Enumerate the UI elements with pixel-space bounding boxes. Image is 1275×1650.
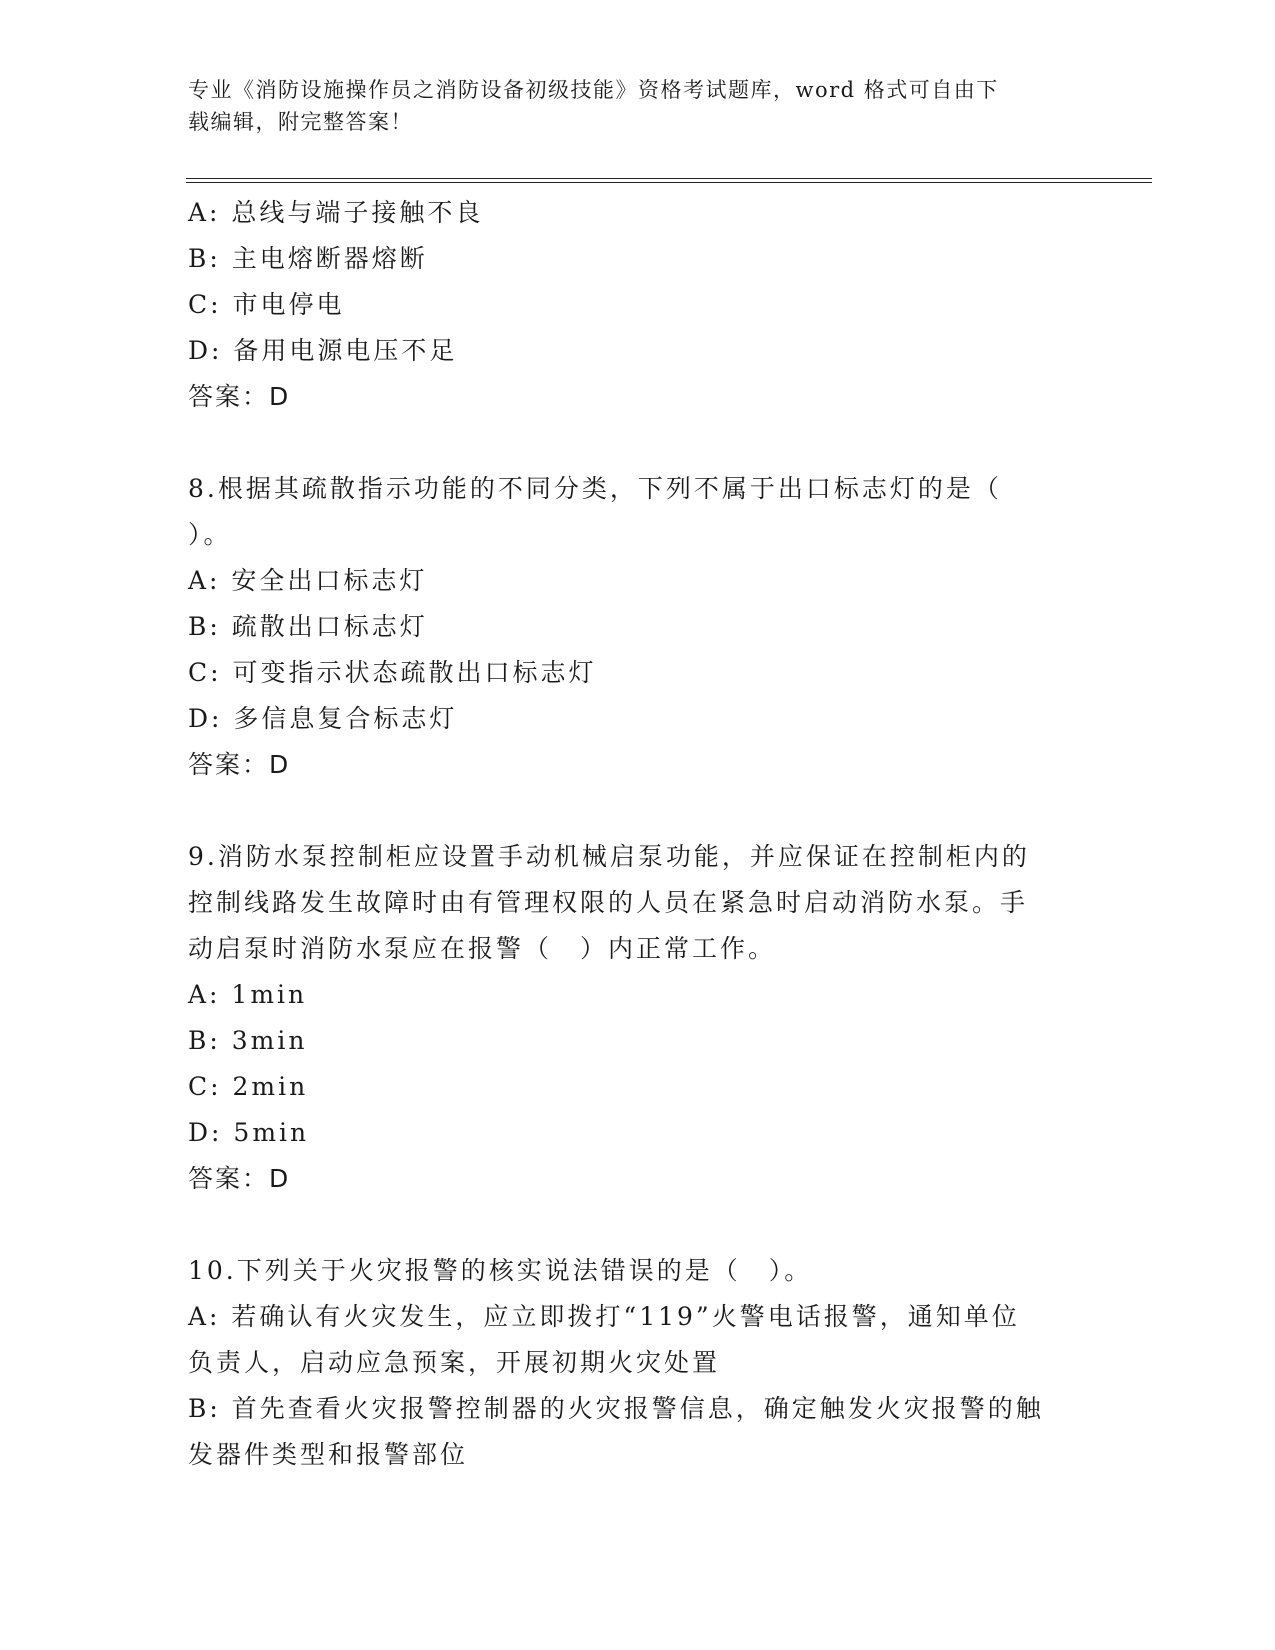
header-line-1: 专业《消防设施操作员之消防设备初级技能》资格考试题库，word 格式可自由下 — [188, 78, 999, 102]
option-a-line-2: 负责人，启动应急预案，开展初期火灾处置 — [188, 1348, 721, 1377]
question-text-line-1: 8.根据其疏散指示功能的不同分类，下列不属于出口标志灯的是（ — [188, 474, 1002, 503]
header-divider-top — [186, 178, 1152, 179]
option-d: D: 多信息复合标志灯 — [188, 704, 458, 733]
question-9 — [188, 834, 1068, 1202]
option-b-line-2: 发器件类型和报警部位 — [188, 1440, 469, 1469]
answer-label: 答案：D — [188, 750, 291, 779]
question-text-line-3: 动启泵时消防水泵应在报警（ ）内正常工作。 — [188, 934, 777, 963]
document-header — [188, 74, 1068, 138]
answer-label: 答案：D — [188, 382, 291, 411]
question-text-line-2: ）。 — [188, 520, 232, 549]
answer-label: 答案：D — [188, 1164, 291, 1193]
option-a: A: 安全出口标志灯 — [188, 566, 428, 595]
header-divider-bottom — [186, 182, 1152, 183]
option-a: A: 总线与端子接触不良 — [188, 198, 484, 227]
question-text-line-2: 控制线路发生故障时由有管理权限的人员在紧急时启动消防水泵。手 — [188, 888, 1029, 917]
option-a-line-1: A: 若确认有火灾发生，应立即拨打“119”火警电话报警，通知单位 — [188, 1302, 1020, 1331]
option-c: C: 可变指示状态疏散出口标志灯 — [188, 658, 597, 687]
question-text-line-1: 9.消防水泵控制柜应设置手动机械启泵功能，并应保证在控制柜内的 — [188, 842, 1030, 871]
option-d: D: 备用电源电压不足 — [188, 336, 458, 365]
question-7 — [188, 190, 1068, 420]
option-b: B: 疏散出口标志灯 — [188, 612, 428, 641]
option-c: C: 市电停电 — [188, 290, 345, 319]
option-d: D: 5min — [188, 1118, 310, 1147]
question-text-line-1: 10.下列关于火灾报警的核实说法错误的是（ ）。 — [188, 1256, 813, 1285]
option-a: A: 1min — [188, 980, 308, 1009]
question-list — [188, 190, 1068, 1478]
option-b: B: 主电熔断器熔断 — [188, 244, 428, 273]
question-8 — [188, 466, 1068, 788]
option-b: B: 3min — [188, 1026, 308, 1055]
question-10 — [188, 1248, 1068, 1478]
option-c: C: 2min — [188, 1072, 309, 1101]
option-b-line-1: B: 首先查看火灾报警控制器的火灾报警信息，确定触发火灾报警的触 — [188, 1394, 1044, 1423]
header-line-2: 载编辑，附完整答案！ — [188, 110, 413, 134]
